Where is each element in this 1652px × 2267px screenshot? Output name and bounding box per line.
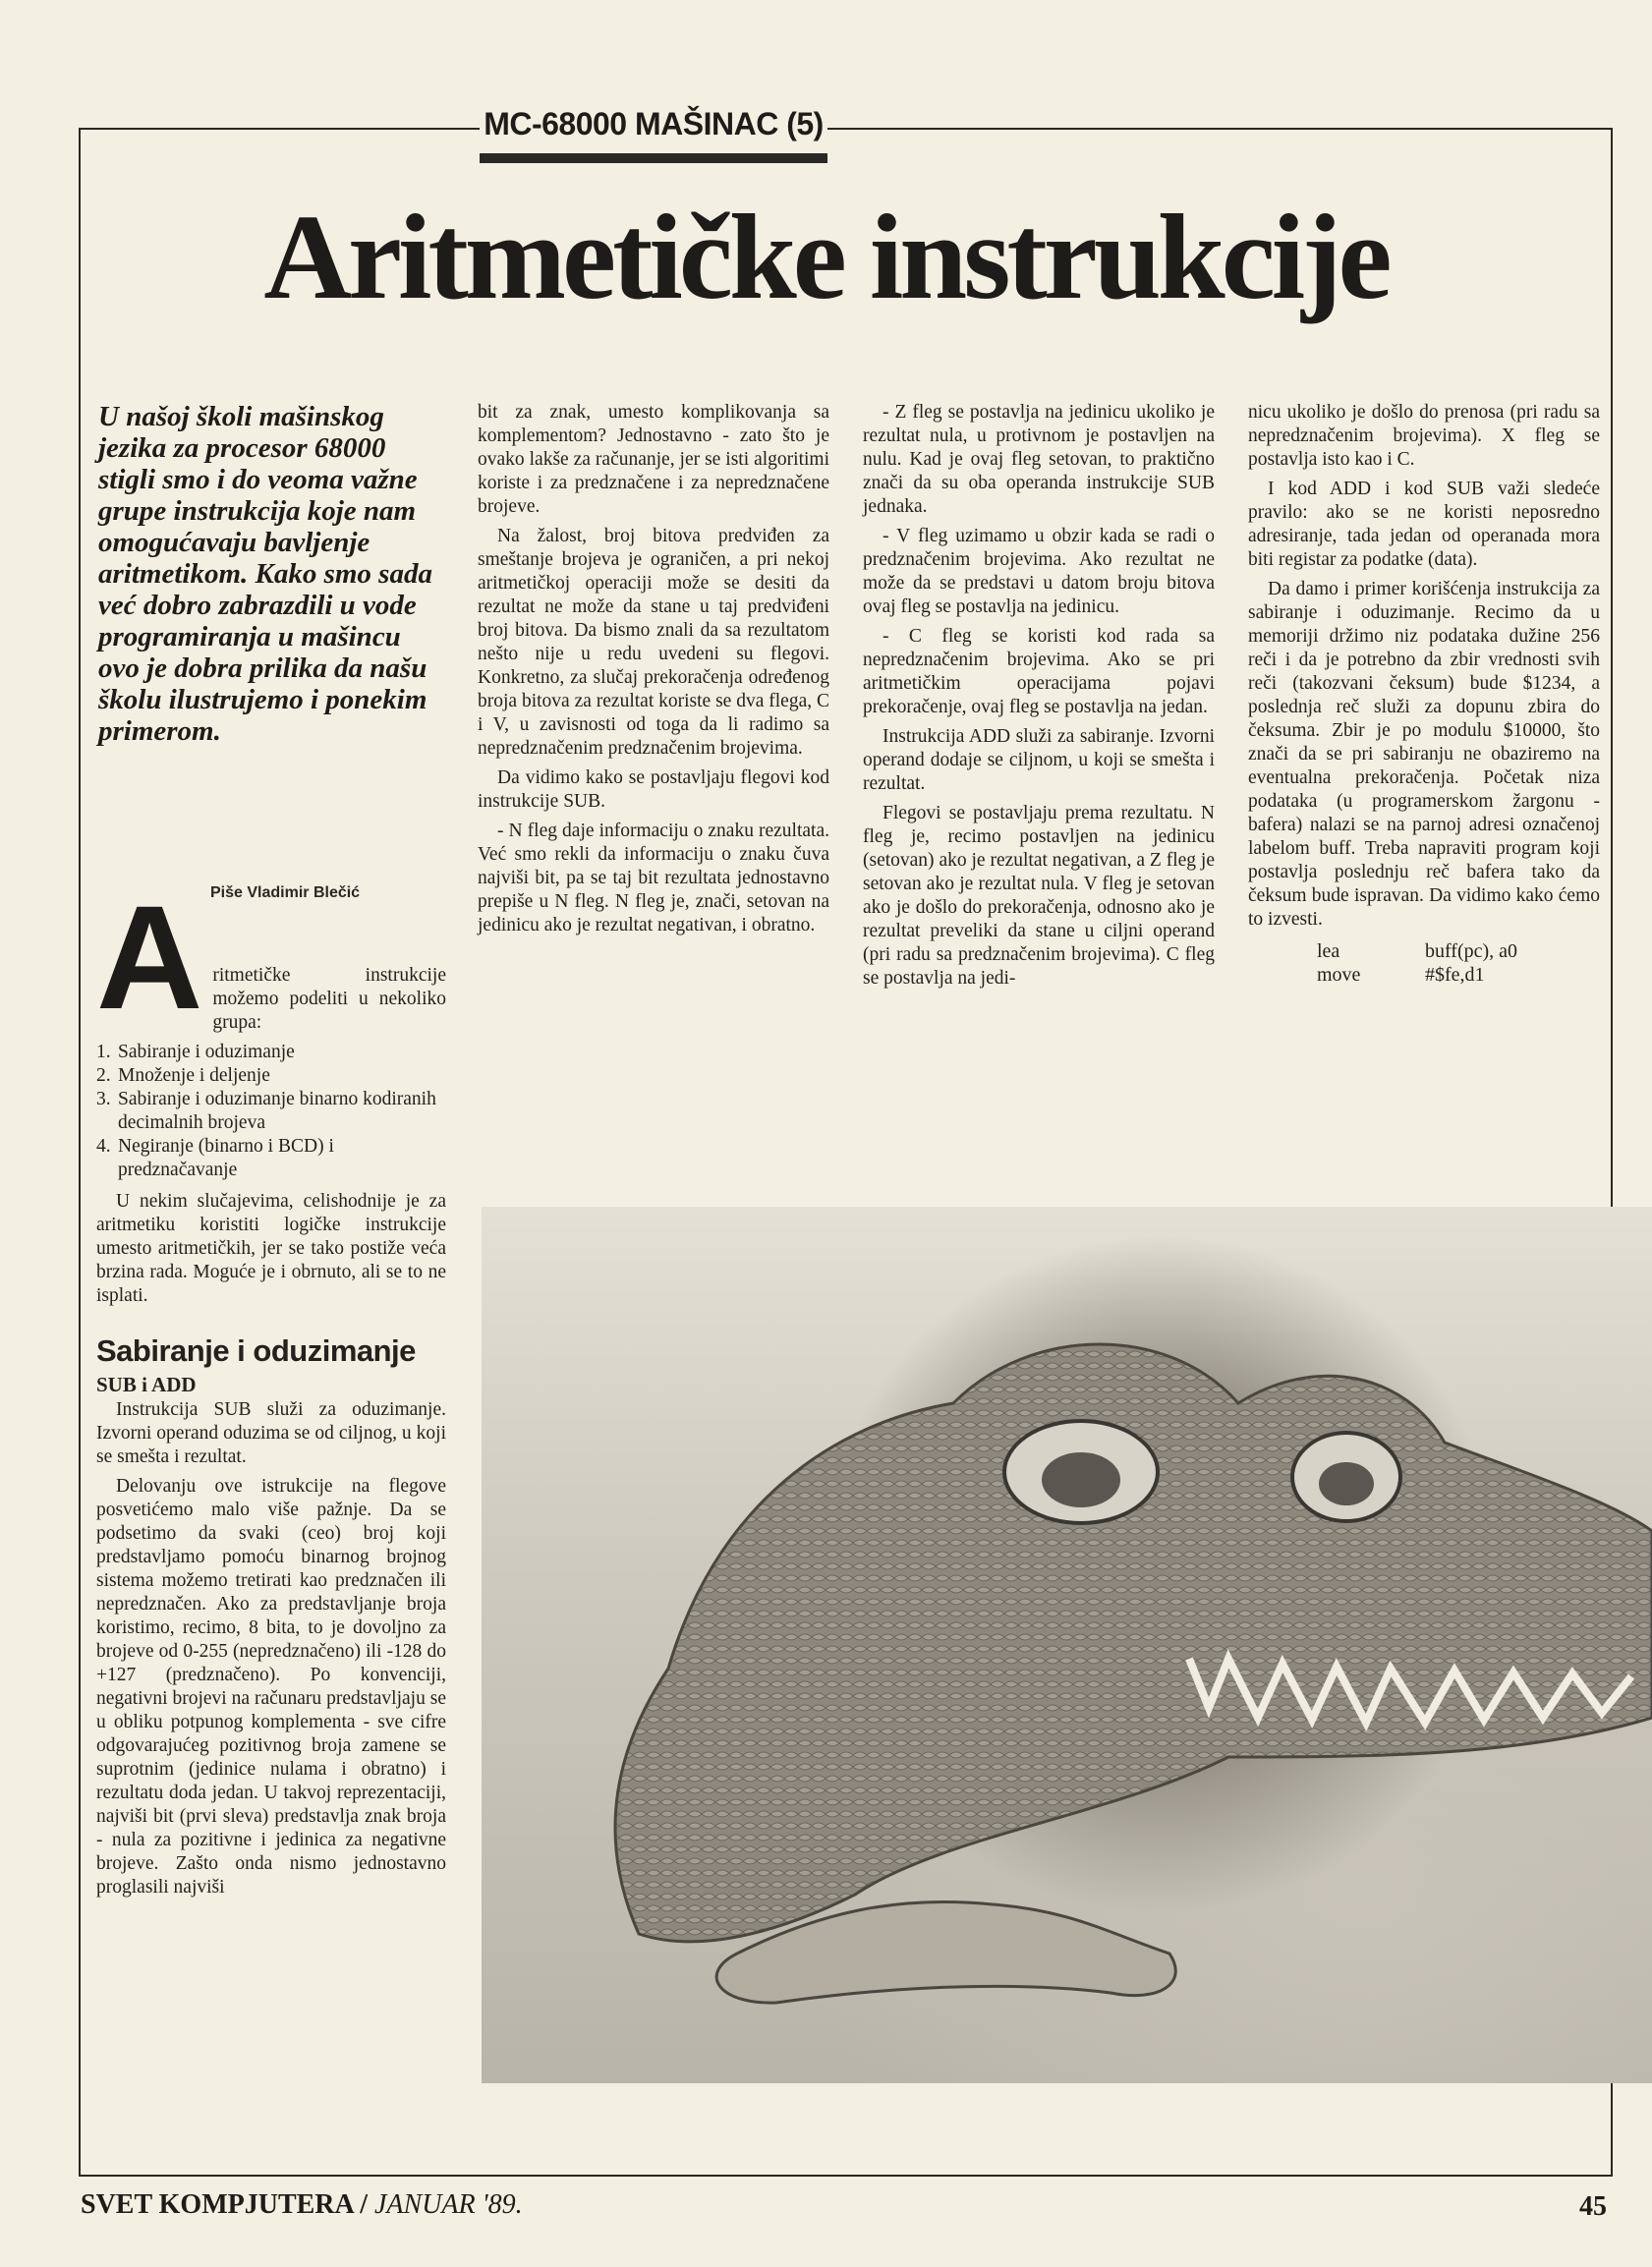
column-1 bbox=[96, 875, 446, 1905]
page-number: 45 bbox=[1579, 2191, 1607, 2222]
body-paragraph: - V fleg uzimamo u obzir kada se radi o predznačenim brojevima. Ako rezultat ne može da se predstavi u datom broju bitova ovaj fleg se postavlja na jedinicu. bbox=[863, 526, 1215, 617]
left-pupil-shape bbox=[1042, 1452, 1120, 1507]
code-line: move #$fe,d1 bbox=[1317, 964, 1485, 986]
section-title: Sabiranje i oduzimanje bbox=[96, 1333, 416, 1368]
crocodile-photo bbox=[482, 1207, 1652, 2083]
issue-date: JANUAR '89. bbox=[373, 2189, 523, 2220]
byline: Piše Vladimir Blečić bbox=[210, 884, 361, 901]
right-pupil-shape bbox=[1319, 1462, 1374, 1505]
headline: Aritmetičke instrukcije bbox=[263, 190, 1389, 324]
body-paragraph: Delovanju ove istrukcije na flegove posvetićemo malo više pažnje. Da se podsetimo da svaki (ceo) broj koji predstavljamo pomoću binarnog brojnog sistema možemo tretirati kao predznačen ili nepredznačen. Ako za predstavljanje broja koristimo, recimo, 8 bita, to je dovoljno za brojeve od 0-255 (nepredznačeno) ili -128 do +127 (predznačeno). Po konvenciji, negativni brojevi na računaru predstavljaju se u obliku potpunog komplementa - sve cifre odgovarajućeg pozitivnog broja zamene se suprotnim (jedinice nulama i obratno) i rezultatu doda jedan. U takvoj reprezentaciji, najviši bit (prvi sleva) predstavlja znak broja - nula za pozitivne i jedinica za negativne brojeve. Zašto onda nismo jednostavno proglasili najviši bbox=[96, 1476, 446, 1898]
subsection-title: SUB i ADD bbox=[96, 1373, 197, 1396]
kicker-rule bbox=[480, 153, 827, 163]
group-list bbox=[96, 1041, 446, 1182]
column-3 bbox=[863, 401, 1215, 996]
footer-magazine bbox=[81, 2189, 523, 2221]
body-paragraph: I kod ADD i kod SUB važi sledeće pravilo: ako se ne koristi neposredno adresiranje, tada jedan od operanada mora biti registar za podatke (data). bbox=[1248, 479, 1600, 570]
list-item: 3. Sabiranje i oduzimanje binarno kodiranih decimalnih brojeva bbox=[96, 1089, 436, 1133]
crocodile-illustration bbox=[482, 1207, 1652, 2083]
magazine-name: SVET KOMPJUTERA / bbox=[81, 2189, 368, 2220]
body-paragraph: - N fleg daje informaciju o znaku rezultata. Već smo rekli da informaciju o znaku čuva najviši bit, pa se taj bit rezultata jednostavno prepiše u N fleg. N fleg je, znači, setovan na jedinicu ako je rezultat negativan, i obratno. bbox=[478, 821, 829, 935]
code-listing bbox=[1248, 939, 1600, 987]
lead-paragraph: U našoj školi mašinskog jezika za procesor 68000 stigli smo i do veoma važne grupe instrukcija koje nam omogućavaju bavljenje aritmetikom. Kako smo sada već dobro zabrazdili u vode programiranja u mašincu ovo je dobra prilika da našu školu ilustrujemo i ponekim primerom. bbox=[98, 401, 432, 747]
body-paragraph: - C fleg se koristi kod rada sa nepredznačenim brojevima. Ako se pri aritmetičkim operacijama pojavi prekoračenje, ovaj fleg se postavlja na jedan. bbox=[863, 626, 1215, 717]
body-paragraph: Na žalost, broj bitova predviđen za smeštanje brojeva je ograničen, a pri nekoj aritmetičkoj operaciji može se desiti da rezultat ne može da stane u taj predviđeni broj bitova. Da bismo znali da sa rezultatom nešto nije u redu uvedeni su flegovi. Konkretno, za slučaj prekoračenja određenog broja bitova za rezultat koriste se dva flega, C i V, u zavisnosti od toga da li radimo sa nepredznačenim predznačenim brojevima. bbox=[478, 526, 829, 759]
body-paragraph: bit za znak, umesto komplikovanja sa komplementom? Jednostavno - zato što je ovako lakše za računanje, jer se isti algoritimi koriste i za predznačene i za nepredznačene brojeve. bbox=[478, 402, 829, 517]
body-paragraph: - Z fleg se postavlja na jedinicu ukoliko je rezultat nula, u protivnom je postavljen na nulu. Kad je ovaj fleg setovan, to praktično znači da su oba operanda instrukcije SUB jednaka. bbox=[863, 402, 1215, 517]
column-2 bbox=[478, 401, 829, 943]
drop-cap: A bbox=[96, 875, 203, 1040]
body-paragraph: Flegovi se postavljaju prema rezultatu. N fleg je, recimo postavljen na jedinicu (setovan) ako je rezultat negativan, a Z fleg je setovan ako je rezultat nula. V fleg je setovan ako je došlo do prekoračenja, odnosno ako je rezultat preveliki da stane u ciljni operand (pri radu sa predznačenim brojevima). C fleg se postavlja na jedi- bbox=[863, 803, 1215, 989]
body-paragraph: Da vidimo kako se postavljaju flegovi kod instrukcije SUB. bbox=[478, 767, 829, 812]
intro-paragraph: ritmetičke instrukcije možemo podeliti u nekoliko grupa: bbox=[212, 965, 446, 1033]
body-paragraph: U nekim slučajevima, celishodnije je za aritmetiku koristiti logičke instrukcije umesto aritmetičkih, jer se tako postiže veća brzina rada. Moguće je i obrnuto, ali se to ne isplati. bbox=[96, 1191, 446, 1306]
list-item: 1. Sabiranje i oduzimanje bbox=[96, 1042, 295, 1062]
body-paragraph: Instrukcija ADD služi za sabiranje. Izvorni operand dodaje se ciljnom, u koji se smešta i rezultat. bbox=[863, 726, 1215, 794]
series-kicker bbox=[480, 102, 827, 151]
code-line: lea buff(pc), a0 bbox=[1317, 940, 1518, 962]
column-4 bbox=[1248, 401, 1600, 987]
list-item: 2. Množenje i deljenje bbox=[96, 1065, 270, 1086]
kicker-text: MC-68000 MAŠINAC (5) bbox=[484, 106, 824, 142]
list-item: 4. Negiranje (binarno i BCD) i predznačavanje bbox=[96, 1136, 334, 1180]
body-paragraph: Instrukcija SUB služi za oduzimanje. Izvorni operand oduzima se od ciljnog, u koji se smešta i rezultat. bbox=[96, 1399, 446, 1467]
body-paragraph: Da damo i primer korišćenja instrukcija za sabiranje i oduzimanje. Recimo da u memoriji držimo niz podataka dužine 256 reči i da je potrebno da zbir vrednosti svih reči (takozvani čeksum) bude $1234, a poslednja reč služi za dopunu zbira do čeksuma. Zbir je po modulu $10000, što znači da se pri sabiranju ne obaziremo na eventualna prekoračenja. Početak niza podataka (u programerskom žargonu - bafera) nalazi se na parnoj adresi označenoj labelom buff. Treba napraviti program koji postavlja poslednju reč bafera tako da čeksum bude ispravan. Da vidimo kako ćemo to izvesti. bbox=[1248, 579, 1600, 930]
body-paragraph: nicu ukoliko je došlo do prenosa (pri radu sa nepredznačenim brojevima). X fleg se postavlja isto kao i C. bbox=[1248, 402, 1600, 470]
